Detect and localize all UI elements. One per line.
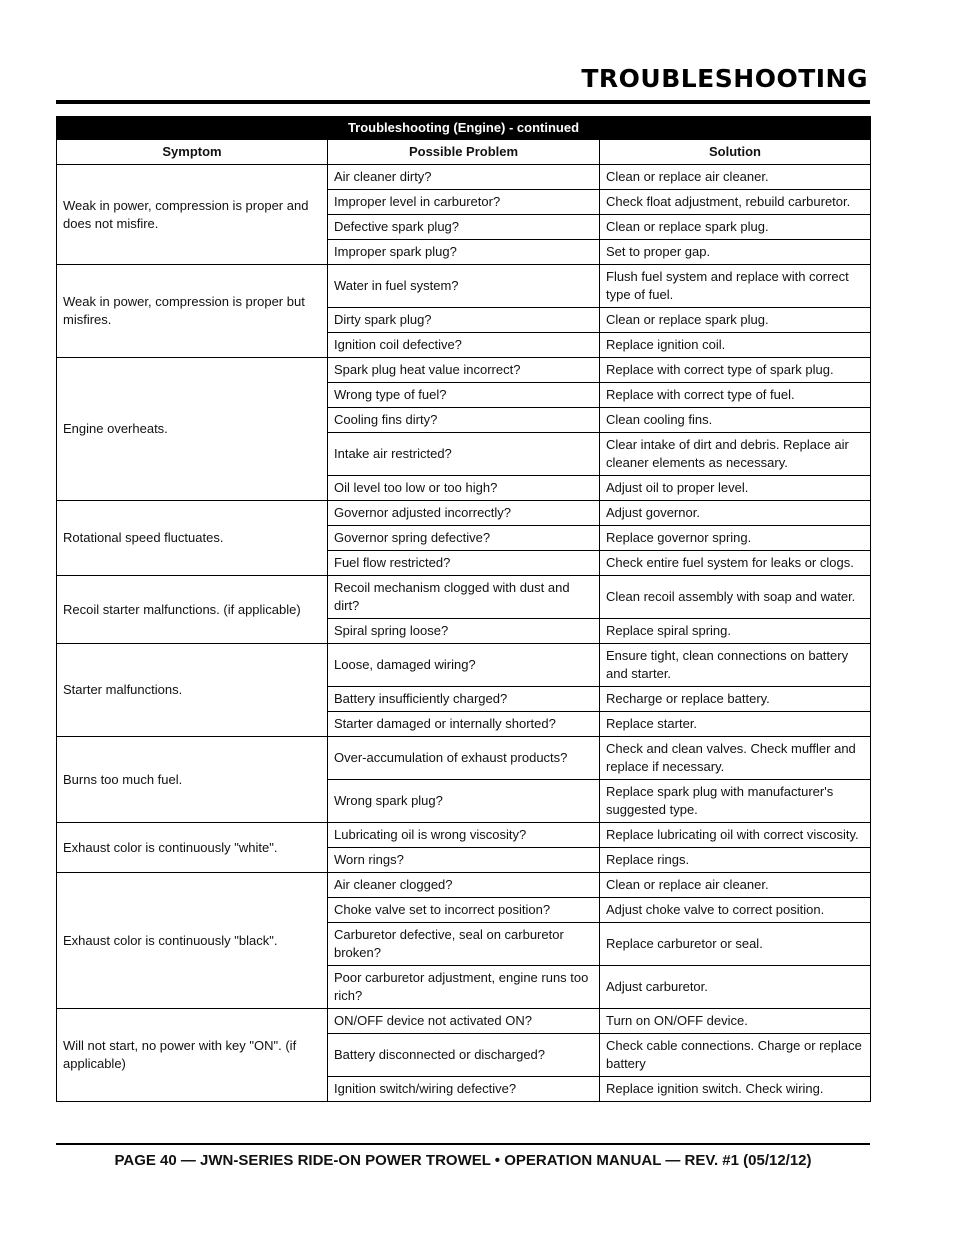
solution-cell: Replace starter. — [600, 712, 871, 737]
solution-cell: Adjust choke valve to correct position. — [600, 898, 871, 923]
problem-cell: ON/OFF device not activated ON? — [328, 1009, 600, 1034]
solution-cell: Clean recoil assembly with soap and water. — [600, 576, 871, 619]
table-row — [57, 873, 871, 898]
solution-cell: Replace with correct type of fuel. — [600, 383, 871, 408]
problem-cell: Intake air restricted? — [328, 433, 600, 476]
solution-cell: Ensure tight, clean connections on battery and starter. — [600, 644, 871, 687]
solution-cell: Clear intake of dirt and debris. Replace air cleaner elements as necessary. — [600, 433, 871, 476]
problem-cell: Starter damaged or internally shorted? — [328, 712, 600, 737]
problem-cell: Ignition coil defective? — [328, 333, 600, 358]
solution-cell: Clean or replace air cleaner. — [600, 165, 871, 190]
problem-cell: Spiral spring loose? — [328, 619, 600, 644]
solution-cell: Replace governor spring. — [600, 526, 871, 551]
solution-cell: Recharge or replace battery. — [600, 687, 871, 712]
problem-cell: Spark plug heat value incorrect? — [328, 358, 600, 383]
solution-cell: Turn on ON/OFF device. — [600, 1009, 871, 1034]
problem-cell: Air cleaner dirty? — [328, 165, 600, 190]
symptom-cell: Recoil starter malfunctions. (if applicable) — [57, 576, 328, 644]
problem-cell: Wrong type of fuel? — [328, 383, 600, 408]
table-body — [57, 165, 871, 1102]
table-row — [57, 265, 871, 308]
solution-cell: Clean or replace spark plug. — [600, 308, 871, 333]
table-row — [57, 823, 871, 848]
problem-cell: Water in fuel system? — [328, 265, 600, 308]
table-row — [57, 1009, 871, 1034]
problem-cell: Over-accumulation of exhaust products? — [328, 737, 600, 780]
symptom-cell: Weak in power, compression is proper but misfires. — [57, 265, 328, 358]
problem-cell: Wrong spark plug? — [328, 780, 600, 823]
table-row — [57, 358, 871, 383]
solution-cell: Adjust governor. — [600, 501, 871, 526]
solution-cell: Check entire fuel system for leaks or clogs. — [600, 551, 871, 576]
problem-cell: Improper spark plug? — [328, 240, 600, 265]
solution-cell: Check float adjustment, rebuild carburetor. — [600, 190, 871, 215]
solution-cell: Clean or replace air cleaner. — [600, 873, 871, 898]
solution-cell: Replace with correct type of spark plug. — [600, 358, 871, 383]
problem-cell: Air cleaner clogged? — [328, 873, 600, 898]
solution-cell: Adjust carburetor. — [600, 966, 871, 1009]
solution-cell: Clean cooling fins. — [600, 408, 871, 433]
problem-cell: Defective spark plug? — [328, 215, 600, 240]
table-row — [57, 165, 871, 190]
solution-cell: Replace ignition coil. — [600, 333, 871, 358]
table-caption: Troubleshooting (Engine) - continued — [57, 117, 871, 140]
symptom-cell: Rotational speed fluctuates. — [57, 501, 328, 576]
troubleshooting-table — [56, 116, 871, 1102]
footer-rule — [56, 1143, 870, 1145]
problem-cell: Fuel flow restricted? — [328, 551, 600, 576]
problem-cell: Choke valve set to incorrect position? — [328, 898, 600, 923]
problem-cell: Improper level in carburetor? — [328, 190, 600, 215]
solution-cell: Set to proper gap. — [600, 240, 871, 265]
problem-cell: Loose, damaged wiring? — [328, 644, 600, 687]
problem-cell: Governor adjusted incorrectly? — [328, 501, 600, 526]
problem-cell: Battery disconnected or discharged? — [328, 1034, 600, 1077]
column-header-symptom: Symptom — [57, 140, 328, 165]
problem-cell: Oil level too low or too high? — [328, 476, 600, 501]
problem-cell: Battery insufficiently charged? — [328, 687, 600, 712]
solution-cell: Replace spark plug with manufacturer's suggested type. — [600, 780, 871, 823]
problem-cell: Carburetor defective, seal on carburetor broken? — [328, 923, 600, 966]
page-title: TROUBLESHOOTING — [581, 64, 868, 93]
table-row — [57, 737, 871, 780]
solution-cell: Replace carburetor or seal. — [600, 923, 871, 966]
symptom-cell: Exhaust color is continuously "white". — [57, 823, 328, 873]
solution-cell: Replace lubricating oil with correct viscosity. — [600, 823, 871, 848]
header-rule — [56, 100, 870, 104]
table-row — [57, 644, 871, 687]
solution-cell: Check and clean valves. Check muffler and replace if necessary. — [600, 737, 871, 780]
solution-cell: Replace ignition switch. Check wiring. — [600, 1077, 871, 1102]
symptom-cell: Burns too much fuel. — [57, 737, 328, 823]
table-row — [57, 501, 871, 526]
symptom-cell: Will not start, no power with key "ON". (if applicable) — [57, 1009, 328, 1102]
solution-cell: Check cable connections. Charge or replace battery — [600, 1034, 871, 1077]
solution-cell: Flush fuel system and replace with correct type of fuel. — [600, 265, 871, 308]
problem-cell: Cooling fins dirty? — [328, 408, 600, 433]
solution-cell: Replace rings. — [600, 848, 871, 873]
solution-cell: Clean or replace spark plug. — [600, 215, 871, 240]
problem-cell: Poor carburetor adjustment, engine runs too rich? — [328, 966, 600, 1009]
column-header-solution: Solution — [600, 140, 871, 165]
page-footer: PAGE 40 — JWN-SERIES RIDE-ON POWER TROWEL • OPERATION MANUAL — REV. #1 (05/12/12) — [114, 1152, 812, 1169]
problem-cell: Ignition switch/wiring defective? — [328, 1077, 600, 1102]
solution-cell: Replace spiral spring. — [600, 619, 871, 644]
table-row — [57, 576, 871, 619]
symptom-cell: Weak in power, compression is proper and does not misfire. — [57, 165, 328, 265]
problem-cell: Worn rings? — [328, 848, 600, 873]
problem-cell: Recoil mechanism clogged with dust and dirt? — [328, 576, 600, 619]
column-header-problem: Possible Problem — [328, 140, 600, 165]
symptom-cell: Exhaust color is continuously "black". — [57, 873, 328, 1009]
symptom-cell: Engine overheats. — [57, 358, 328, 501]
problem-cell: Governor spring defective? — [328, 526, 600, 551]
symptom-cell: Starter malfunctions. — [57, 644, 328, 737]
problem-cell: Dirty spark plug? — [328, 308, 600, 333]
problem-cell: Lubricating oil is wrong viscosity? — [328, 823, 600, 848]
solution-cell: Adjust oil to proper level. — [600, 476, 871, 501]
